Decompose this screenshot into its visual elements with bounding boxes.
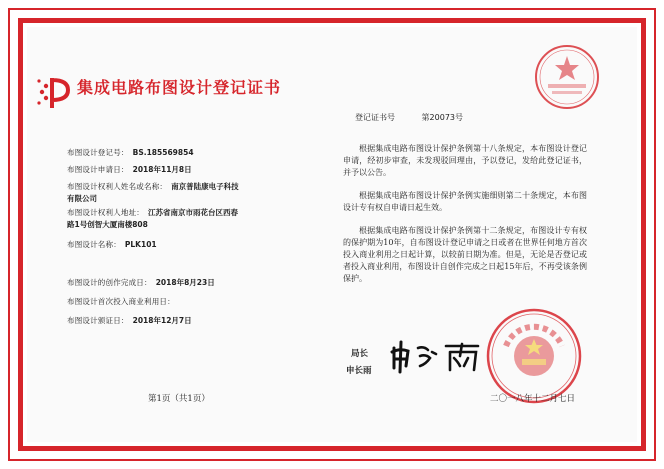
- handwritten-signature-icon: [388, 338, 484, 374]
- field-design-name: [67, 239, 157, 250]
- field-value: BS.185569854: [132, 148, 194, 157]
- round-seal-icon: [532, 42, 602, 112]
- field-value: 2018年8月23日: [155, 278, 215, 287]
- director-name: 申长雨: [346, 366, 372, 376]
- field-owner-name-cont: [67, 193, 97, 204]
- field-owner-name: [67, 181, 239, 192]
- certificate-title: 集成电路布图设计登记证书: [77, 78, 282, 97]
- field-label: 布图设计首次投入商业利用日：: [67, 297, 175, 306]
- field-value: 江苏省南京市雨花台区西春: [148, 208, 238, 217]
- national-emblem-seal-icon: [484, 306, 584, 406]
- field-application-date: [67, 164, 192, 175]
- clause-paragraph: 根据集成电路布图设计保护条例第十八条规定，本布图设计登记申请，经初步审查，未发现驳回理由，予以登记，发给此登记证书，并予以公告。: [343, 144, 587, 177]
- field-label: 布图设计的创作完成日：: [67, 278, 152, 287]
- issue-date-text: 二〇一八年十二月七日: [490, 394, 576, 404]
- field-value: 2018年11月8日: [132, 165, 192, 174]
- certificate-number-label: 登记证书号: [355, 113, 395, 122]
- page-info: 第1页（共1页）: [148, 394, 210, 404]
- certificate-number-value: 第20073号: [421, 113, 463, 122]
- field-owner-address: [67, 207, 238, 218]
- field-label: 布图设计权利人姓名或名称：: [67, 182, 168, 191]
- field-registration-number: [67, 147, 194, 158]
- field-first-commercial-use: [67, 296, 179, 307]
- field-label: 布图设计申请日：: [67, 165, 129, 174]
- director-title: 局长: [351, 349, 369, 359]
- field-label: 布图设计权利人地址：: [67, 208, 144, 217]
- field-value: 路1号创智大厦南楼808: [67, 220, 148, 229]
- field-value: 南京普陆康电子科技: [171, 182, 239, 191]
- clause-paragraph: 根据集成电路布图设计保护条例第十二条规定，布图设计专有权的保护期为10年，自布图设计登记申请之日或者在世界任何地方首次投入商业利用之日起计算，以较前日期为准。但是，无论是否登记或者投入商业利用，布图设计自创作完成之日起15年后，不再受该条例保护。: [343, 226, 587, 283]
- field-issue-date: [67, 315, 192, 326]
- certificate-number: [355, 112, 463, 123]
- field-label: 布图设计名称：: [67, 240, 121, 249]
- field-label: 布图设计登记号：: [67, 148, 129, 157]
- field-label: 布图设计颁证日：: [67, 316, 129, 325]
- field-value: 有限公司: [67, 194, 97, 203]
- field-value: PLK101: [124, 240, 157, 249]
- clause-paragraph: 根据集成电路布图设计保护条例实施细则第二十条规定，本布图设计专有权自申请日起生效。: [343, 191, 587, 212]
- field-owner-address-cont: [67, 219, 148, 230]
- circuit-logo-icon: [34, 72, 76, 112]
- field-creation-date: [67, 277, 215, 288]
- field-value: 2018年12月7日: [132, 316, 192, 325]
